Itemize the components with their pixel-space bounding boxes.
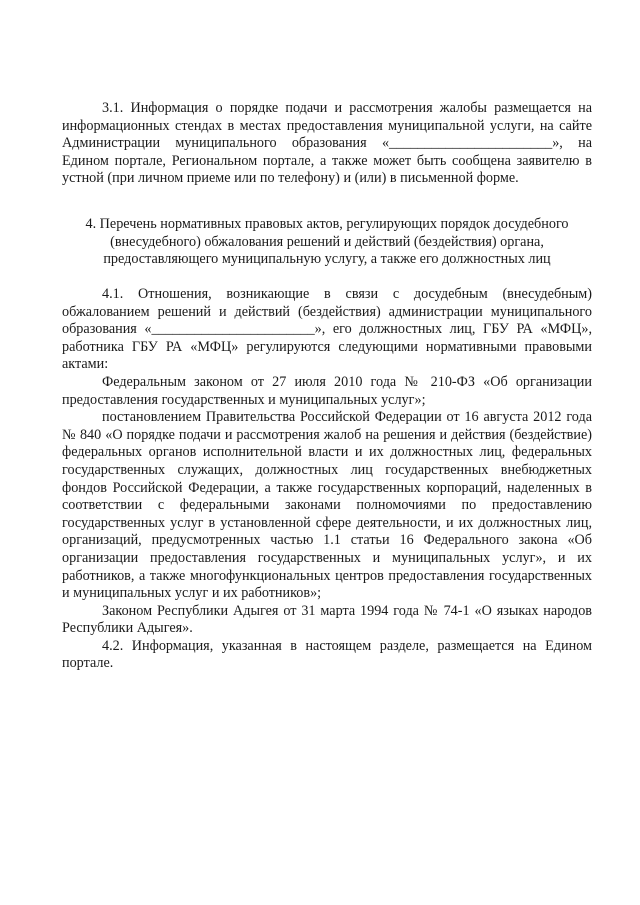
section-4-heading: 4. Перечень нормативных правовых актов, регулирующих порядок досудебного (внесудебного) обжалования решений и действий (бездействия) органа, предоставляющего муниципальную услугу, а также его должностных лиц	[85, 216, 569, 268]
paragraph-4-2: 4.2. Информация, указанная в настоящем разделе, размещается на Едином портале.	[62, 637, 592, 672]
paragraph-federal-law-210: Федеральным законом от 27 июля 2010 года № 210-ФЗ «Об организации предоставления государственных и муниципальных услуг»;	[62, 373, 592, 408]
section-4-heading-block	[62, 216, 592, 269]
section-3	[62, 100, 592, 188]
paragraph-4-1: 4.1. Отношения, возникающие в связи с досудебным (внесудебным) обжалованием решений и действий (бездействия) администрации муниципального образования «_______________________», его должностных лиц, ГБУ РА «МФЦ», работника ГБУ РА «МФЦ» регулируются следующими нормативными правовыми актами:	[62, 286, 592, 373]
paragraph-adygea-law-74: Законом Республики Адыгея от 31 марта 1994 года № 74-1 «О языках народов Республики Адыгея».	[62, 602, 592, 637]
paragraph-government-decree-840: постановлением Правительства Российской Федерации от 16 августа 2012 года № 840 «О порядке подачи и рассмотрения жалоб на решения и действия (бездействие) федеральных органов исполнительной власти и их должностных лиц, федеральных государственных служащих, должностных лиц государственных внебюджетных фондов Российской Федерации, а также государственных корпораций, наделенных в соответствии с федеральными законами полномочиями по предоставлению государственных услуг в установленной сфере деятельности, и их должностных лиц, организаций, предусмотренных частью 1.1 статьи 16 Федерального закона «Об организации предоставления государственных и муниципальных услуг», и их работников, а также многофункциональных центров предоставления государственных и муниципальных услуг и их работников»;	[62, 409, 592, 602]
paragraph-3-1: 3.1. Информация о порядке подачи и рассмотрения жалобы размещается на информационных стендах в местах предоставления муниципальной услуги, на сайте Администрации муниципального образования «_______________________», на Едином портале, Региональном портале, а также может быть сообщена заявителю в устной (при личном приеме или по телефону) и (или) в письменной форме.	[62, 100, 592, 187]
section-4-body	[62, 286, 592, 673]
